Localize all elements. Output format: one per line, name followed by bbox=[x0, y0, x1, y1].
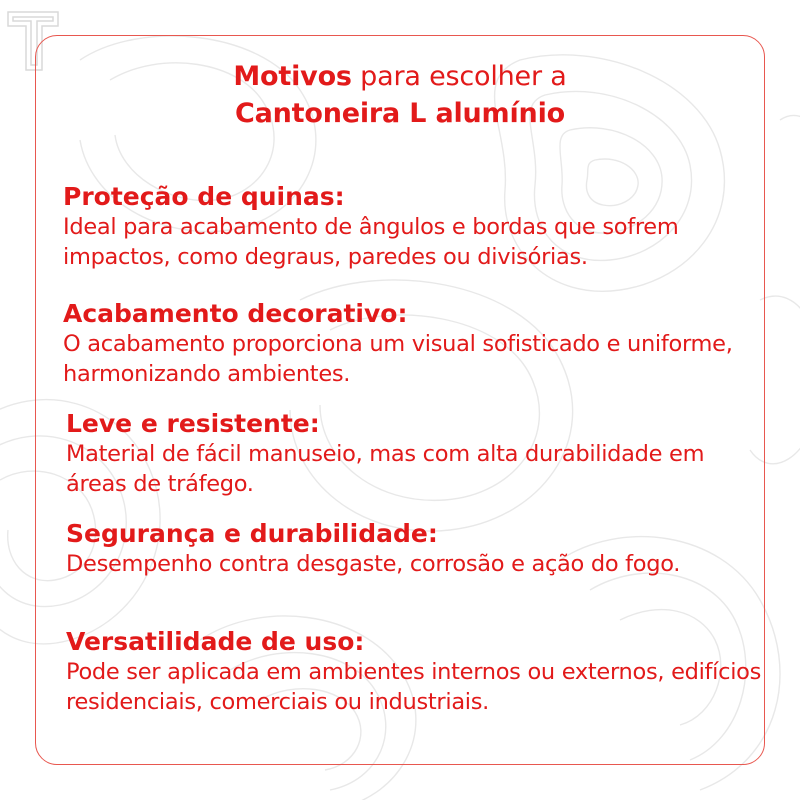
reason-heading: Acabamento decorativo: bbox=[63, 299, 408, 328]
title-regular-text: para escolher a bbox=[351, 61, 567, 92]
reason-description: Material de fácil manuseio, mas com alta durabilidade em áreas de tráfego. bbox=[66, 441, 705, 497]
title-line-1 bbox=[35, 58, 765, 95]
reason-description: Ideal para acabamento de ângulos e bordas que sofrem impactos, como degraus, paredes ou divisórias. bbox=[63, 214, 679, 270]
reason-item-versatility bbox=[66, 627, 766, 717]
reason-item-decorative-finish bbox=[63, 299, 763, 389]
reason-heading: Versatilidade de uso: bbox=[66, 627, 365, 656]
reason-heading: Segurança e durabilidade: bbox=[66, 519, 438, 548]
title-emphasis: Motivos bbox=[233, 61, 352, 92]
reason-description: Pode ser aplicada em ambientes internos ou externos, edifícios residenciais, comerciais ou industriais. bbox=[66, 659, 762, 715]
reason-heading: Leve e resistente: bbox=[66, 409, 320, 438]
reason-heading: Proteção de quinas: bbox=[63, 182, 345, 211]
page-title bbox=[35, 58, 765, 132]
reason-item-safety-durability bbox=[66, 519, 766, 579]
reason-item-light-resistant bbox=[66, 409, 766, 499]
reason-description: Desempenho contra desgaste, corrosão e ação do fogo. bbox=[66, 551, 681, 577]
reason-item-corner-protection bbox=[63, 182, 763, 272]
title-line-2: Cantoneira L alumínio bbox=[235, 98, 565, 129]
reason-description: O acabamento proporciona um visual sofisticado e uniforme, harmonizando ambientes. bbox=[63, 331, 733, 387]
